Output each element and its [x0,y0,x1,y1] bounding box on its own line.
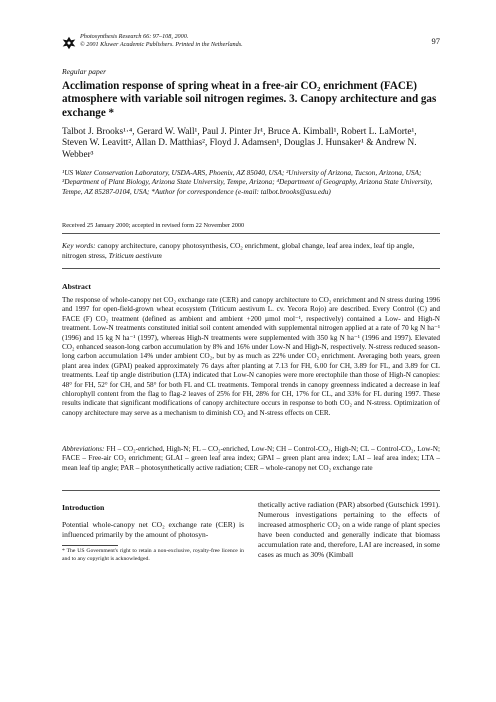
journal-header [80,33,243,49]
abstract-text: The response of whole-canopy net CO₂ exchange rate (CER) and canopy architecture to CO₂ enrichment and N stress during 1996 and 1997 for open-field-grown wheat ecosystem (Triticum aestivum L. cv. Yecora Rojo) are described. Every Control (C) and FACE (F) CO₂ treatment (defined as ambient and ambient +200 µmol mol⁻¹, respectively) contained a Low- and High-N treatment. Low-N treatments constituted initial soil content amended with supplemental nitrogen applied at a rate of 70 kg N ha⁻¹ (1996) and 15 kg N ha⁻¹ (1997), whereas High-N treatments were supplemented with 350 kg N ha⁻¹ (1996 and 1997). Elevated CO₂ enhanced season-long carbon accumulation by 8% and 16% under Low-N and High-N, respectively. N-stress reduced season-long carbon accumulation 14% under ambient CO₂, but by as much as 22% under CO₂ enrichment. Averaging both years, green plant area index (GPAI) peaked approximately 76 days after planting at 7.13 for FH, 6.00 for CH, 3.89 for FL, and 3.89 for CL treatments. Leaf tip angle distribution (LTA) indicated that Low-N canopies were more erectophile than those of High-N canopies: 48° for FH, 52° for CH, and 58° for both FL and CL treatments. Temporal trends in canopy greenness indicated a decrease in leaf chlorophyll content from the flag to flag-2 leaves of 25% for FH, 28% for CH, 17% for CL, and 33% for FL during 1997. These results indicate that significant modifications of canopy architecture occurs in response to both CO₂ and N-stress. Optimization of canopy architecture may serve as a mechanism to diminish CO₂ and N-stress effects on CER. [62,296,440,417]
keywords-label: Key words: [62,241,96,250]
divider-keywords [62,268,440,269]
copyright-notice: © 2001 Kluwer Academic Publishers. Printed in the Netherlands. [80,41,243,49]
introduction-left-column: Potential whole-canopy net CO₂ exchange rate (CER) is influenced primarily by the amount of photosyn- [62,520,244,539]
journal-citation: Photosynthesis Research 66: 97–108, 2000. [80,33,189,40]
divider-abstract [62,490,440,491]
page-number: 97 [431,36,440,46]
introduction-right-column: thetically active radiation (PAR) absorbed (Gutschick 1991). Numerous investigations pertaining to the effects of increased atmospheric CO₂ on a wide range of plant species have been conducted and generally indicate that biomass accumulation rate and, therefore, LAI are increased, in some cases as much as 30% (Kimball [258,500,440,559]
publisher-logo-icon [62,36,76,50]
introduction-heading: Introduction [62,503,105,512]
abbreviations-label: Abbreviations: [62,445,105,453]
abbreviations-text: FH – CO₂-enriched, High-N; FL – CO₂-enriched, Low-N; CH – Control-CO₂, High-N; CL – Control-CO₂, Low-N; FACE – Free-air CO₂ enrichment; GLAI – green leaf area index; GPAI – green plant area index; LAI – leaf area index; LTA – mean leaf tip angle; PAR – photosynthetically active radiation; CER – whole-canopy net CO₂ exchange rate [62,445,440,472]
footnote: * The US Government's right to retain a non-exclusive, royalty-free licence in and to any copyright is acknowledged. [62,548,244,562]
abbreviations [62,445,440,473]
paper-title: Acclimation response of spring wheat in a free-air CO₂ enrichment (FACE) atmosphere with variable soil nitrogen regimes. 3. Canopy architecture and gas exchange * [62,80,437,119]
author-list: Talbot J. Brooks¹·⁴, Gerard W. Wall¹, Paul J. Pinter Jr¹, Bruce A. Kimball¹, Robert L. LaMorte¹, Steven W. Leavitt², Allan D. Matthias², Floyd J. Adamsen¹, Douglas J. Hunsaker¹ & Andrew N. Webber³ [62,127,417,160]
keywords [62,241,440,260]
paper-type: Regular paper [62,67,107,76]
keywords-species: Triticum aestivum [108,250,162,260]
divider-top [62,233,440,234]
footnote-divider [62,545,118,546]
abstract-heading: Abstract [62,282,92,291]
received-dates: Received 25 January 2000; accepted in revised form 22 November 2000 [62,222,245,229]
affiliations: ¹US Water Conservation Laboratory, USDA-ARS, Phoenix, AZ 85040, USA; ²University of Arizona, Tucson, Arizona, USA; ³Department of Plant Biology, Arizona State University, Tempe, Arizona; ⁴Department of Geography, Arizona State University, Tempe, AZ 85287-0104, USA; *Author for correspondence (e-mail: talbot.brooks@asu.edu) [62,168,433,196]
keywords-text: canopy architecture, canopy photosynthesis, CO₂ enrichment, global change, leaf area index, leaf tip angle, nitrogen stress, [62,241,415,260]
